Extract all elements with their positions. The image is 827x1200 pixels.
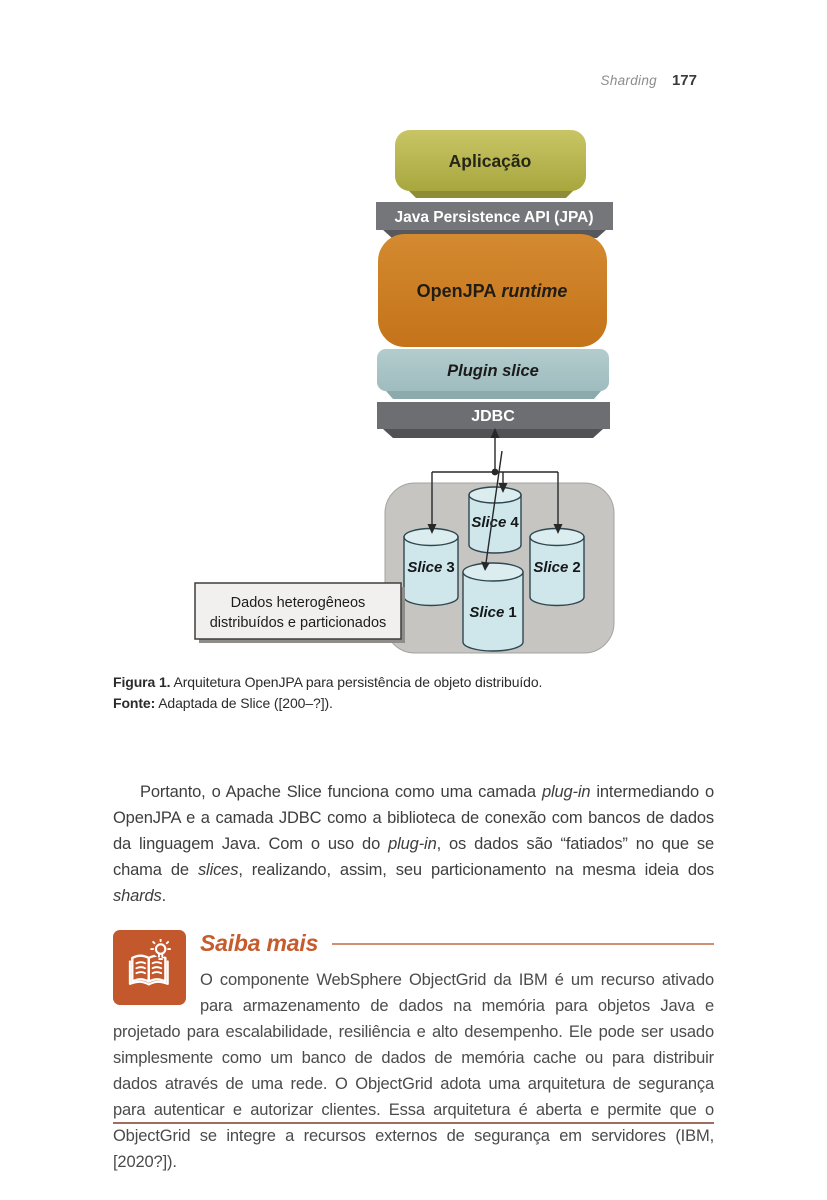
saiba-mais-title: Saiba mais: [200, 929, 319, 956]
plugin-box-bevel: [385, 390, 602, 399]
figure-1-diagram: [150, 120, 730, 665]
openjpa-architecture-svg: [150, 120, 730, 665]
jpa-label: Java Persistence API (JPA): [394, 209, 594, 226]
figure-caption-title: Figura 1. Arquitetura OpenJPA para persistência de objeto distribuído.: [113, 674, 543, 690]
figure-caption-source: Fonte: Adaptada de Slice ([200–?]).: [113, 695, 333, 711]
slice-2-label: [533, 559, 580, 576]
jdbc-label: JDBC: [471, 408, 515, 425]
footer-rule: [113, 1122, 714, 1124]
saiba-mais-body: O componente WebSphere ObjectGrid da IBM é um recurso ativado para armazenamento de dados na memória para objetos Java e projetado para escalabilidade, resiliência e alto desempenho. Ele pode ser usado simplesmente como um banco de dados de memória cache ou para distribuir dados através de uma rede. O ObjectGrid adota uma arquitetura de segurança para autenticar e autorizar clientes. Essa arquitetura é aberta e permite que o ObjectGrid se integre a recursos externos de segurança em servidores (IBM, [2020?]).: [113, 971, 714, 1171]
slice-3-label: [407, 559, 454, 576]
slice-2-num: 2: [572, 559, 581, 576]
slice-1-word: Slice: [469, 604, 505, 621]
slice-2-word: Slice: [533, 559, 569, 576]
plugin-label: Plugin slice: [447, 362, 539, 380]
saiba-mais-title-row: [200, 926, 714, 960]
running-header: [601, 72, 697, 89]
openjpa-label: [417, 281, 568, 301]
label-box-line2: distribuídos e particionados: [209, 615, 387, 631]
saiba-mais-text: [113, 967, 714, 1175]
slice-4-num: 4: [510, 514, 519, 531]
slice-3-num: 3: [446, 559, 455, 576]
saiba-mais-title-rule: [332, 943, 714, 945]
saiba-mais-icon-badge: [113, 930, 186, 1005]
figure-caption: [113, 672, 683, 714]
slice-3-word: Slice: [407, 559, 443, 576]
slice-1-label: [469, 604, 516, 621]
page-number: 177: [671, 72, 697, 89]
chapter-title: Sharding: [600, 73, 657, 88]
application-label: Aplicação: [448, 151, 532, 171]
slice-4-word: Slice: [471, 514, 507, 531]
openjpa-label-italic: runtime: [501, 281, 568, 301]
openjpa-label-regular: OpenJPA: [416, 281, 497, 301]
slice-4-label: [471, 514, 519, 531]
cylinder-slice-1-top: [463, 563, 523, 581]
body-paragraph: Portanto, o Apache Slice funciona como uma camada plug-in intermediando o OpenJPA e a camada JDBC como a biblioteca de conexão com bancos de dados da linguagem Java. Com o uso do plug-in, os dados são “fatiados” no que se chama de slices, realizando, assim, seu particionamento na mesma ideia dos shards.: [113, 782, 715, 905]
open-book-lightbulb-icon: [124, 939, 176, 996]
slice-1-num: 1: [508, 604, 517, 621]
label-box-line1: Dados heterogêneos: [230, 595, 366, 611]
junction-dot: [492, 469, 499, 476]
saiba-mais-box: [113, 926, 714, 1192]
